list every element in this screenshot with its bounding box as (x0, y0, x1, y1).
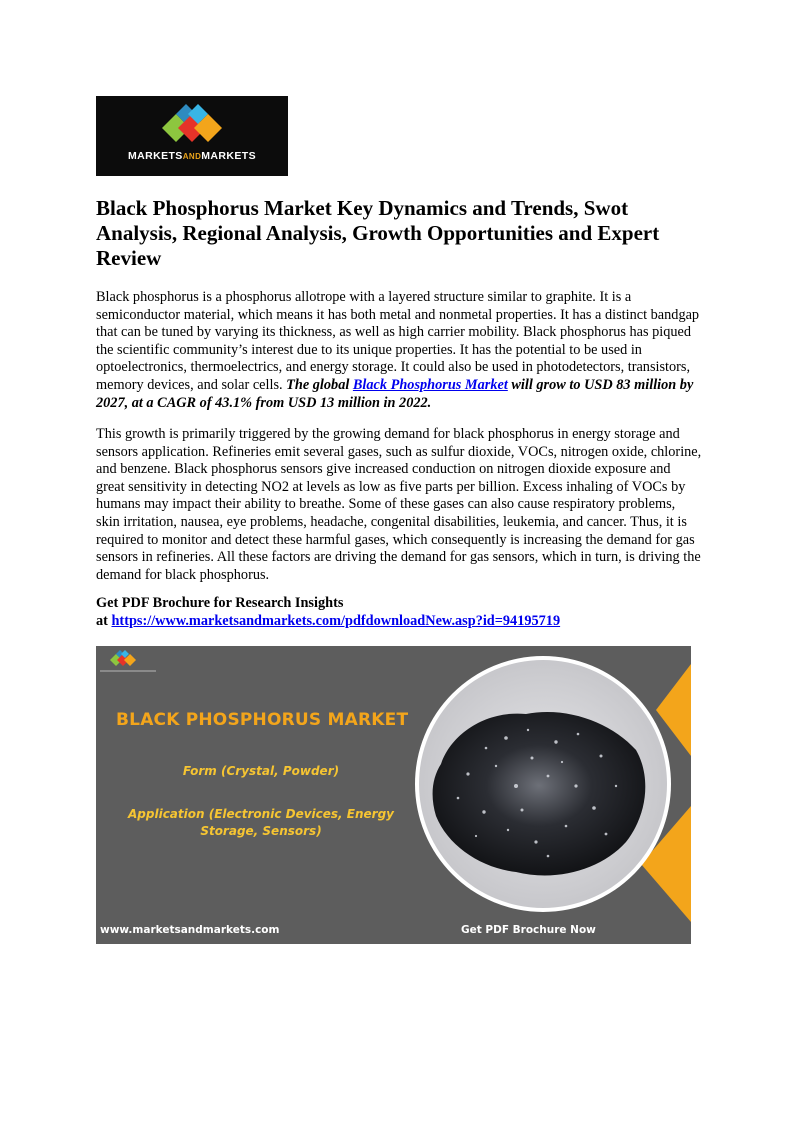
banner-brochure-button[interactable]: Get PDF Brochure Now (461, 924, 596, 936)
market-banner[interactable] (96, 646, 691, 944)
market-report-link[interactable]: Black Phosphorus Market (352, 376, 508, 393)
marketsandmarkets-logo (96, 96, 288, 176)
banner-logo-icon (100, 650, 156, 672)
growth-paragraph: This growth is primarily triggered by the growing demand for black phosphorus in energy storage and sensors application. Refineries emit several gases, such as sulfur dioxide, VOCs, nitrogen oxide, chlorine, and benzene. Black phosphorus sensors give increased conduction on nitrogen dioxide exposure and great sensitivity in detecting NO2 at levels as low as five parts per billion. Excess inhaling of VOCs by humans may impact their ability to breathe. Some of these gases can also cause respiratory problems, skin irritation, nausea, eye problems, headache, congenital disabilities, leukemia, and cancer. Thus, it is required to monitor and detect these harmful gases, which consequently is increasing the demand for gas sensors in refineries. All these factors are driving the demand for gas sensors, which in turn, is driving the demand for black phosphorus. (96, 426, 702, 583)
intro-paragraph (96, 289, 702, 412)
banner-artwork (96, 646, 691, 944)
brochure-cta: Get PDF Brochure for Research Insights at https://www.marketsandmarkets.com/pdfdownloadNew.asp?id=94195719 (96, 595, 702, 630)
brochure-cta-label: Get PDF Brochure for Research Insights (96, 595, 344, 611)
banner-application-segment: Application (Electronic Devices, Energy Storage, Sensors) (128, 807, 394, 838)
intro-text: Black phosphorus is a phosphorus allotrope with a layered structure similar to graphite. It is a semiconductor material, which means it has both metal and nonmetal properties. It has a distinct bandgap that can be tuned by varying its thickness, as well as high carrier mobility. Black phosphorus has piqued the scientific community’s interest due to its unique properties. It has the potential to be used in optoelectronics, thermoelectrics, and energy storage. It could also be used in photodetectors, transistors, memory devices, and solar cells. (96, 289, 700, 393)
banner-title: BLACK PHOSPHORUS MARKET (116, 710, 409, 730)
market-highlight: The global Black Phosphorus Market will grow to USD 83 million by 2027, at a CAGR of 43.1% from USD 13 million in 2022. (96, 376, 694, 411)
brochure-download-link[interactable]: https://www.marketsandmarkets.com/pdfdownloadNew.asp?id=94195719 (111, 612, 561, 629)
page-title: Black Phosphorus Market Key Dynamics and Trends, Swot Analysis, Regional Analysis, Growth Opportunities and Expert Review (96, 196, 660, 270)
logo-wordmark: MARKETSANDMARKETS (128, 150, 256, 162)
logo-diamonds-icon (96, 96, 288, 150)
banner-form-segment: Form (Crystal, Powder) (182, 764, 340, 778)
banner-website[interactable]: www.marketsandmarkets.com (100, 924, 280, 936)
